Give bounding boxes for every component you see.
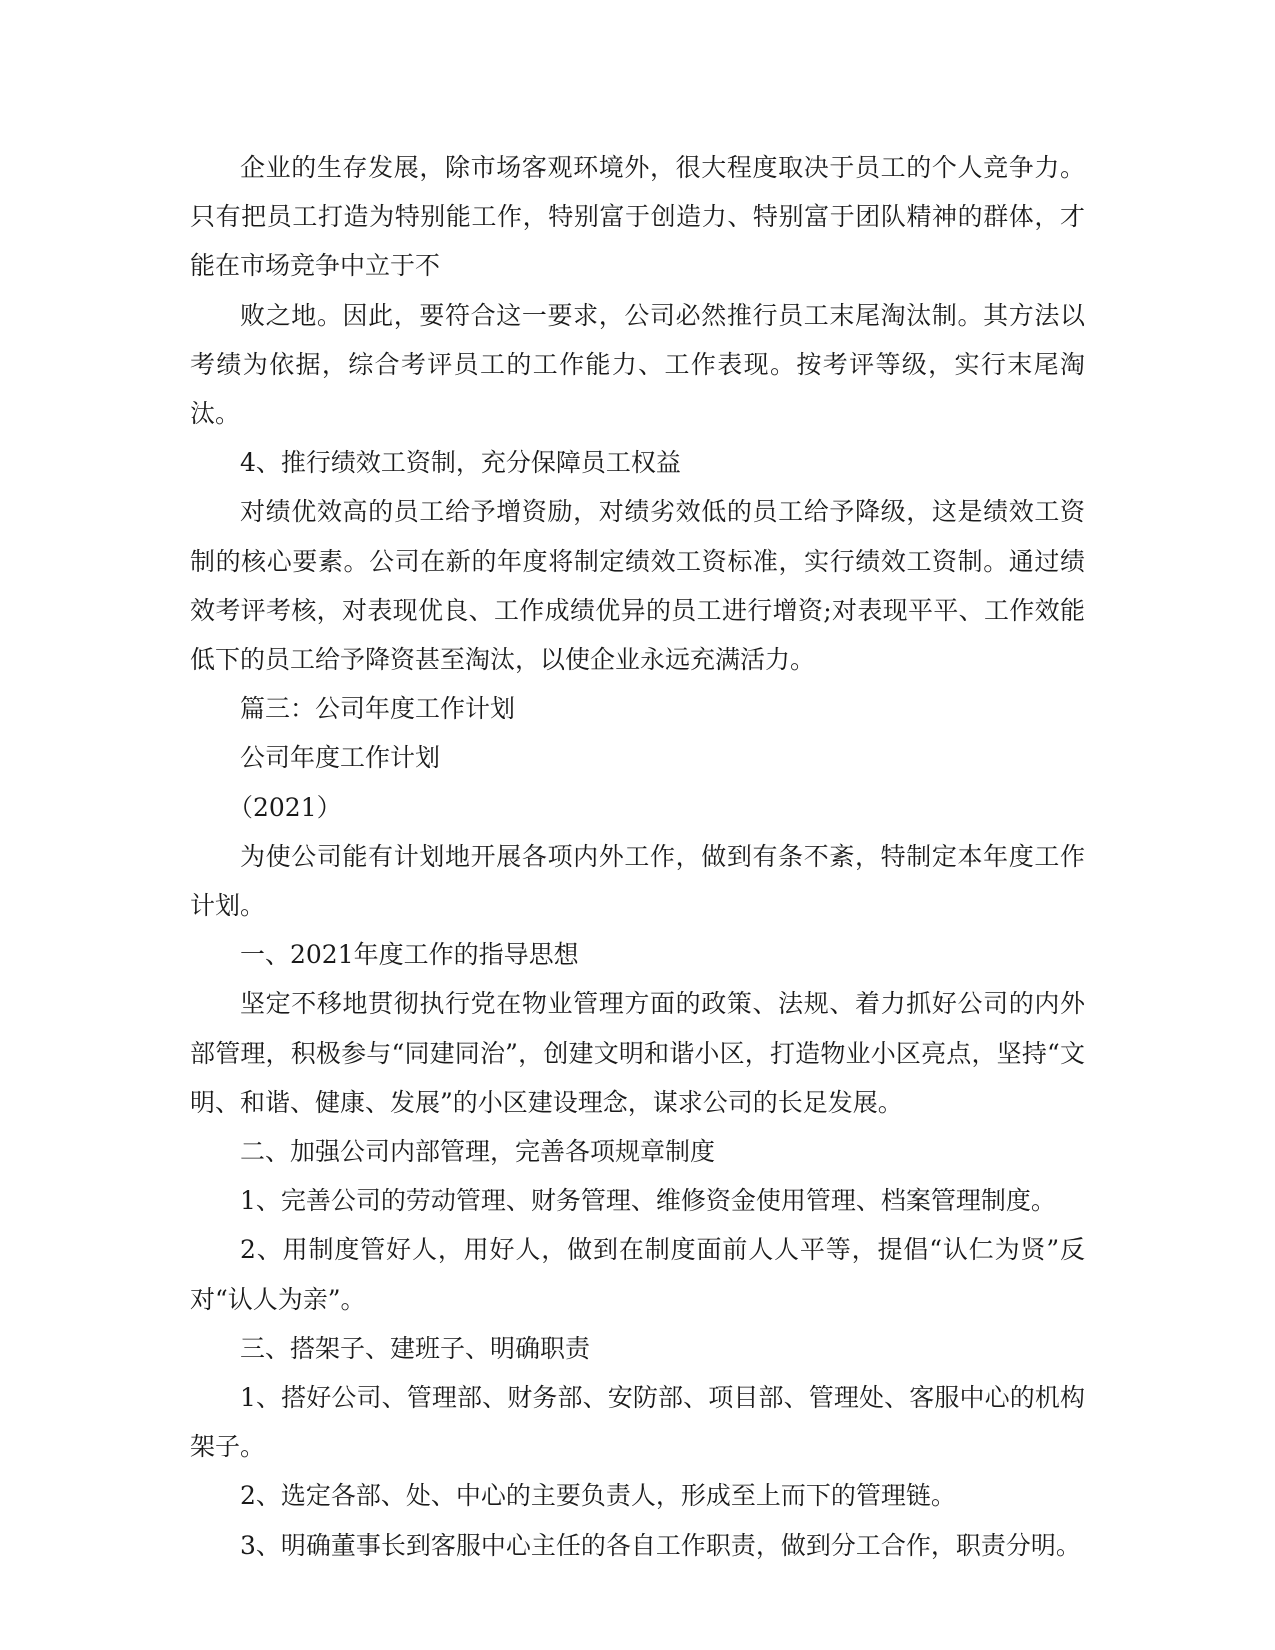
heading-structure-duties: 三、搭架子、建班子、明确职责	[240, 1333, 591, 1363]
document-title: 公司年度工作计划	[240, 743, 441, 773]
paragraph-competitiveness: 企业的生存发展，除市场客观环境外，很大程度取决于员工的个人竞争力。只有把员工打造为特别能工作，特别富于创造力、特别富于团队精神的群体，才能在市场竞争中立于不	[190, 153, 1085, 281]
heading-internal-management: 二、加强公司内部管理，完善各项规章制度	[240, 1137, 716, 1167]
item-manage-people: 2、用制度管好人，用好人，做到在制度面前人人平等，提倡“认仁为贤”反对“认人为亲”。	[190, 1235, 1085, 1314]
document-body	[190, 143, 1085, 1570]
paragraph-guiding-ideology: 坚定不移地贯彻执行党在物业管理方面的政策、法规、着力抓好公司的内外部管理，积极参与“同建同治”，创建文明和谐小区，打造物业小区亮点，坚持“文明、和谐、健康、发展”的小区建设理念，谋求公司的长足发展。	[190, 989, 1085, 1117]
paragraph-elimination-system: 败之地。因此，要符合这一要求，公司必然推行员工末尾淘汰制。其方法以考绩为依据，综合考评员工的工作能力、工作表现。按考评等级，实行末尾淘汰。	[190, 300, 1085, 429]
heading-guiding-ideology: 一、2021年度工作的指导思想	[240, 940, 579, 970]
item-org-structure: 1、搭好公司、管理部、财务部、安防部、项目部、管理处、客服中心的机构架子。	[190, 1383, 1085, 1462]
item-management-systems: 1、完善公司的劳动管理、财务管理、维修资金使用管理、档案管理制度。	[240, 1186, 1056, 1216]
item-select-leaders: 2、选定各部、处、中心的主要负责人，形成至上而下的管理链。	[240, 1481, 956, 1511]
heading-part-three: 篇三：公司年度工作计划	[240, 694, 516, 724]
paragraph-intro: 为使公司能有计划地开展各项内外工作，做到有条不紊，特制定本年度工作计划。	[190, 841, 1085, 921]
heading-performance-pay: 4、推行绩效工资制，充分保障员工权益	[240, 448, 681, 478]
paragraph-performance-pay: 对绩优效高的员工给予增资励，对绩劣效低的员工给予降级，这是绩效工资制的核心要素。公司在新的年度将制定绩效工资标准，实行绩效工资制。通过绩效考评考核，对表现优良、工作成绩优异的员工进行增资;对表现平平、工作效能低下的员工给予降资甚至淘汰，以使企业永远充满活力。	[190, 497, 1085, 675]
item-define-duties: 3、明确董事长到客服中心主任的各自工作职责，做到分工合作，职责分明。	[240, 1530, 1081, 1560]
document-year: （2021）	[228, 792, 342, 822]
